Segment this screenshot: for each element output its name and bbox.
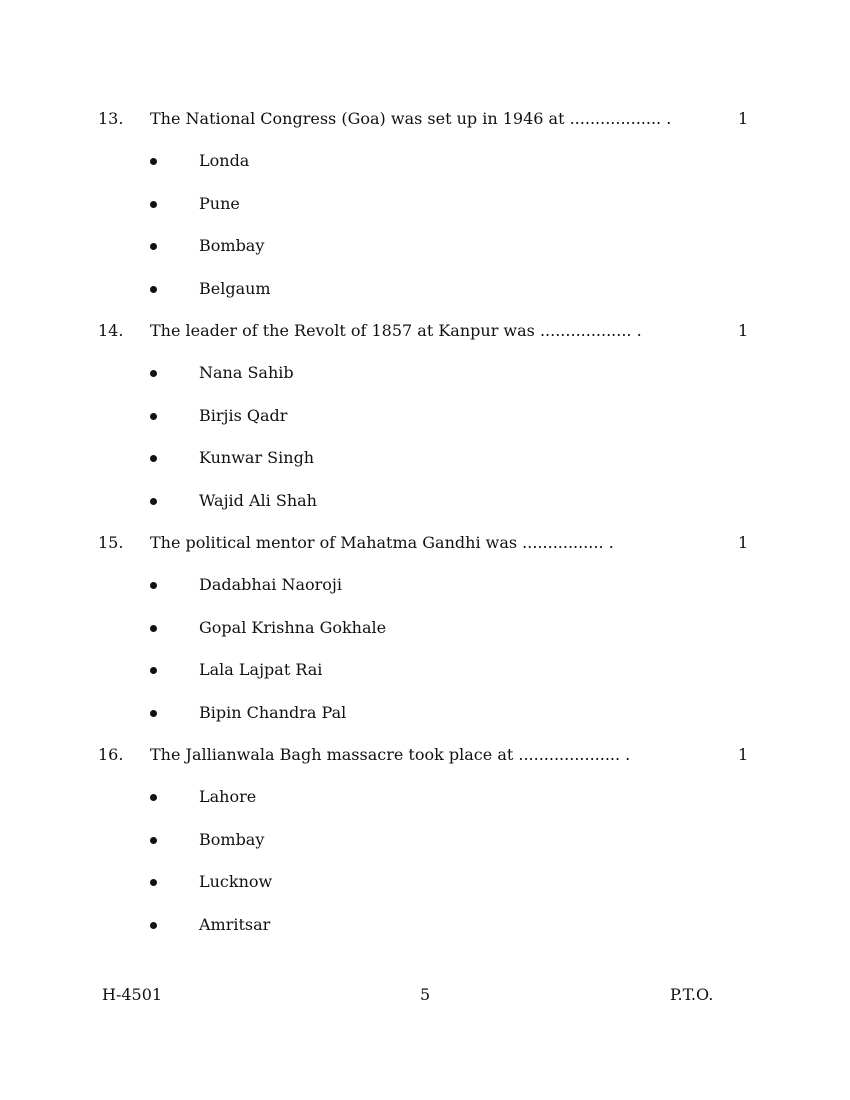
question-16 [0, 744, 850, 956]
option-text: Nana Sahib [199, 363, 294, 382]
page-number: 5 [420, 985, 431, 1004]
option-item [0, 150, 850, 193]
question-row [0, 532, 850, 554]
bullet-icon [150, 498, 157, 505]
question-number: 13. [98, 109, 124, 128]
bullet-icon [150, 625, 157, 632]
page-footer [0, 984, 850, 1006]
pto-label: P.T.O. [670, 985, 714, 1004]
bullet-icon [150, 582, 157, 589]
bullet-icon [150, 794, 157, 801]
bullet-icon [150, 370, 157, 377]
paper-code: H-4501 [102, 985, 163, 1004]
option-text: Bombay [199, 236, 265, 255]
option-list [0, 150, 850, 320]
question-number: 15. [98, 533, 124, 552]
question-text: The Jallianwala Bagh massacre took place at .................... . [150, 745, 631, 764]
option-text: Lahore [199, 787, 257, 806]
option-text: Kunwar Singh [199, 448, 315, 467]
option-text: Wajid Ali Shah [199, 490, 317, 510]
question-number: 14. [98, 321, 124, 340]
option-item [0, 193, 850, 236]
option-text: Dadabhai Naoroji [199, 575, 342, 594]
question-marks: 1 [738, 533, 749, 552]
bullet-icon [150, 201, 157, 208]
option-text: Pune [199, 193, 240, 213]
option-item [0, 447, 850, 490]
option-item [0, 702, 850, 745]
question-14 [0, 320, 850, 532]
option-item [0, 914, 850, 957]
bullet-icon [150, 879, 157, 886]
option-text: Gopal Krishna Gokhale [199, 617, 387, 637]
bullet-icon [150, 413, 157, 420]
bullet-icon [150, 667, 157, 674]
option-item [0, 405, 850, 448]
option-list [0, 786, 850, 956]
bullet-icon [150, 837, 157, 844]
option-text: Amritsar [199, 914, 271, 934]
option-item [0, 278, 850, 321]
option-list [0, 574, 850, 744]
option-item [0, 574, 850, 617]
question-number: 16. [98, 745, 124, 764]
bullet-icon [150, 286, 157, 293]
question-row [0, 108, 850, 130]
option-text: Lucknow [199, 872, 273, 891]
question-row [0, 744, 850, 766]
bullet-icon [150, 922, 157, 929]
option-text: Londa [199, 151, 250, 170]
option-item [0, 786, 850, 829]
option-text: Belgaum [199, 278, 271, 298]
question-13 [0, 108, 850, 320]
bullet-icon [150, 710, 157, 717]
option-item [0, 490, 850, 533]
option-text: Lala Lajpat Rai [199, 660, 323, 679]
option-text: Birjis Qadr [199, 405, 288, 425]
question-text: The leader of the Revolt of 1857 at Kanpur was .................. . [150, 321, 642, 340]
option-item [0, 829, 850, 872]
question-15 [0, 532, 850, 744]
question-row [0, 320, 850, 342]
bullet-icon [150, 455, 157, 462]
question-marks: 1 [738, 321, 749, 340]
option-item [0, 235, 850, 278]
bullet-icon [150, 243, 157, 250]
option-text: Bombay [199, 829, 265, 849]
option-item [0, 871, 850, 914]
question-marks: 1 [738, 109, 749, 128]
question-text: The political mentor of Mahatma Gandhi was ................ . [150, 533, 614, 552]
bullet-icon [150, 158, 157, 165]
option-item [0, 617, 850, 660]
option-list [0, 362, 850, 532]
question-marks: 1 [738, 745, 749, 764]
question-text: The National Congress (Goa) was set up in 1946 at .................. . [150, 109, 672, 128]
option-item [0, 362, 850, 405]
option-text: Bipin Chandra Pal [199, 702, 347, 722]
option-item [0, 659, 850, 702]
